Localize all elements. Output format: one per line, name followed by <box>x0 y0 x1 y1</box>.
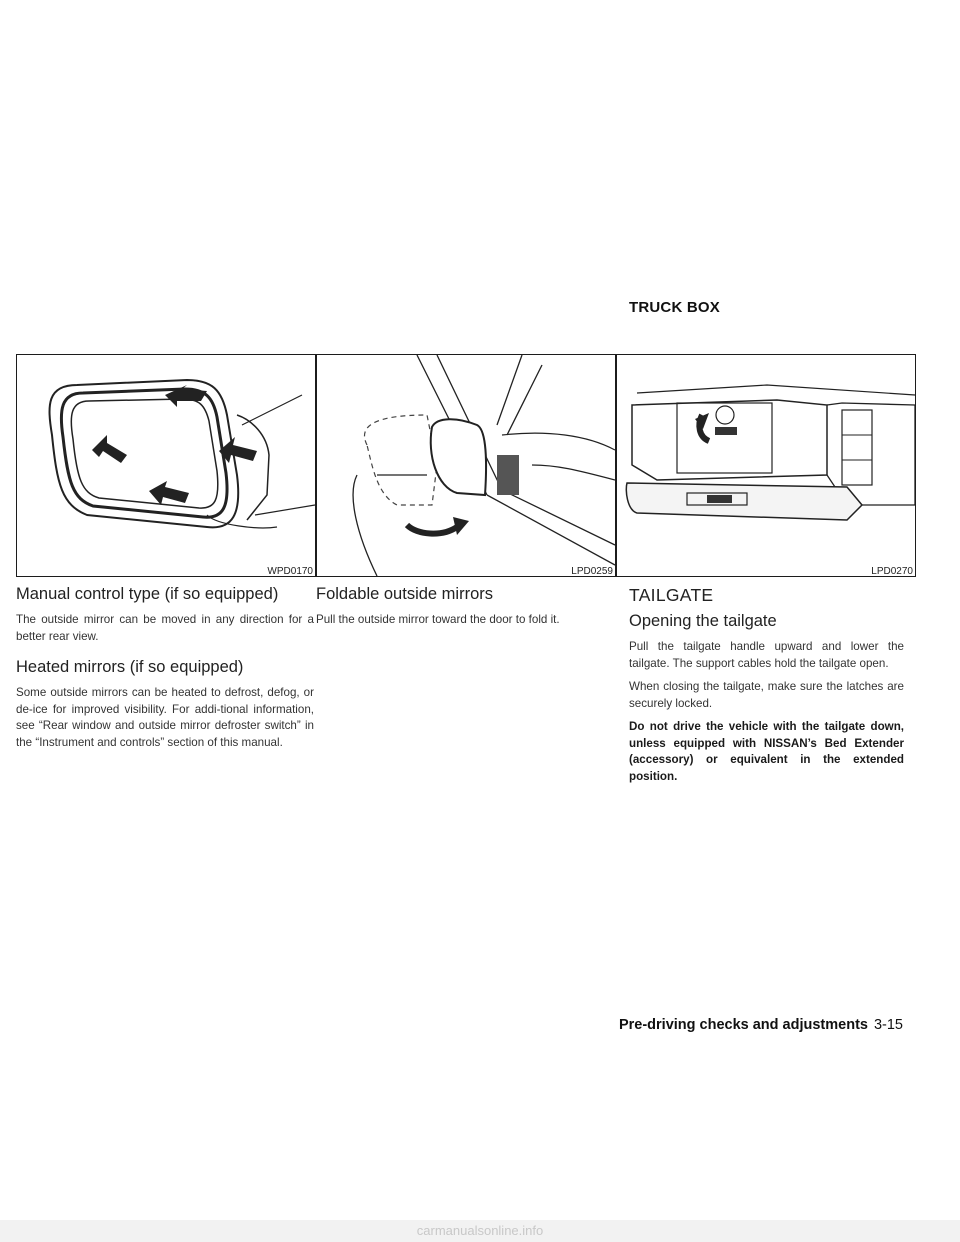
heading-manual-control: Manual control type (if so equipped) <box>16 585 279 603</box>
figure-code: LPD0259 <box>571 566 613 577</box>
page-number: 3-15 <box>873 1017 903 1033</box>
watermark: carmanualsonline.info <box>0 1220 960 1242</box>
column-3 <box>629 585 904 792</box>
column-2 <box>316 585 614 636</box>
footer-chapter-title: Pre-driving checks and adjustments <box>618 1017 868 1033</box>
figure-foldable-mirror <box>316 354 616 577</box>
mirror-illustration <box>17 355 315 576</box>
warning-tailgate: Do not drive the vehicle with the tailgate down, unless equipped with NISSAN’s Bed Extender (accessory) or equivalent in the extended position. <box>629 720 904 783</box>
column-1 <box>16 585 314 758</box>
figure-code: WPD0170 <box>267 566 313 577</box>
folding-mirror-illustration <box>317 355 615 576</box>
paragraph-opening-tailgate: Pull the tailgate handle upward and lower the tailgate. The support cables hold the tailgate open. <box>629 640 904 670</box>
paragraph-heated-mirrors: Some outside mirrors can be heated to defrost, defog, or de-ice for improved visibility. For addi-tional information, see “Rear window and outside mirror defroster switch” in the “Instrument and controls” section of this manual. <box>16 686 314 749</box>
paragraph-closing-tailgate: When closing the tailgate, make sure the latches are securely locked. <box>629 680 904 710</box>
paragraph-manual-control: The outside mirror can be moved in any direction for a better rear view. <box>16 613 314 643</box>
figure-code: LPD0270 <box>871 566 913 577</box>
section-header: TRUCK BOX <box>629 299 720 316</box>
heading-heated-mirrors: Heated mirrors (if so equipped) <box>16 658 244 676</box>
figure-manual-mirror <box>16 354 316 577</box>
heading-opening-tailgate: Opening the tailgate <box>629 612 777 630</box>
page-footer <box>619 1017 903 1033</box>
figure-tailgate <box>616 354 916 577</box>
paragraph-foldable-mirrors: Pull the outside mirror toward the door to fold it. <box>316 613 560 626</box>
tailgate-illustration <box>617 355 915 576</box>
heading-foldable-mirrors: Foldable outside mirrors <box>316 585 493 603</box>
heading-tailgate: TAILGATE <box>629 585 714 605</box>
